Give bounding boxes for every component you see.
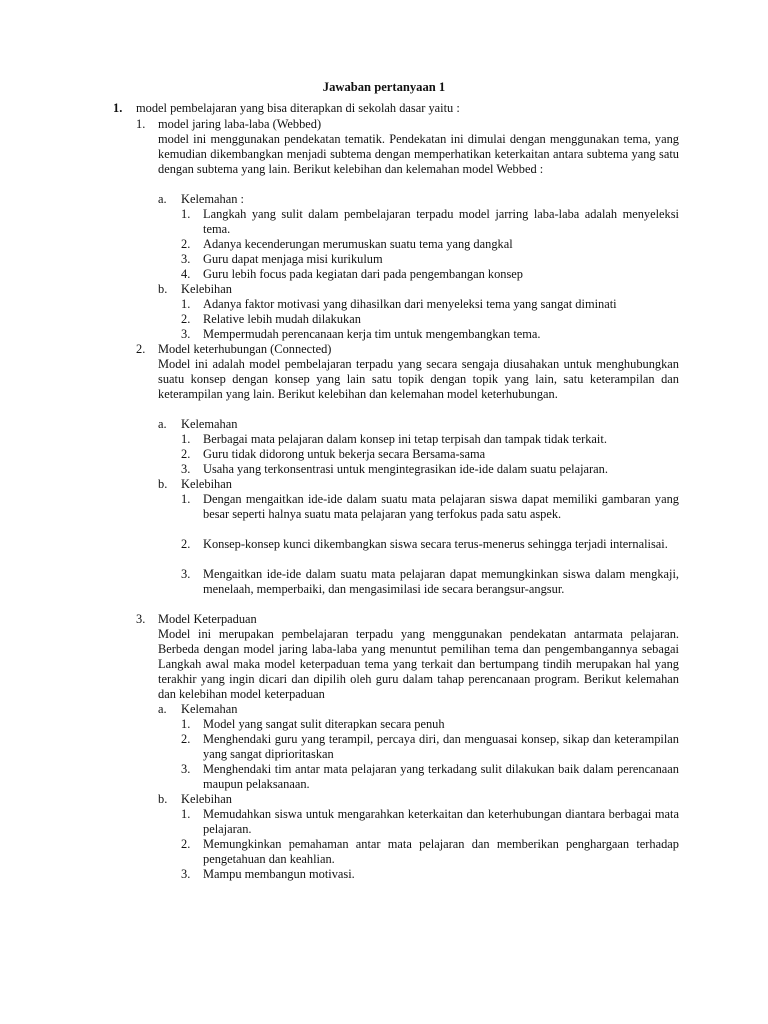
list-item-text: Konsep-konsep kunci dikembangkan siswa secara terus-menerus sehingga terjadi internalisai. <box>203 537 668 551</box>
list-item-number: 1. <box>181 807 191 821</box>
list-item-text: Relative lebih mudah dilakukan <box>203 312 361 326</box>
model-number: 1. <box>136 117 146 131</box>
list-item-number: 3. <box>181 462 191 476</box>
section-label: Kelemahan : <box>181 192 244 206</box>
list-item-text: Menghendaki tim antar mata pelajaran yang terkadang sulit dilakukan baik dalam perencanaan maupun pelaksanaan. <box>203 762 679 791</box>
model-number: 2. <box>136 342 146 356</box>
section-label: Kelebihan <box>181 792 232 806</box>
model-description-text: model ini menggunakan pendekatan tematik. Pendekatan ini dimulai dengan menggunakan tema, yang kemudian dikembangkan menjadi subtema dengan memperhatikan keterkaitan antara subtema yang satu dengan subtema yang lain. Berikut kelebihan dan kelemahan model Webbed : <box>158 132 679 176</box>
section-label: Kelemahan <box>181 417 238 431</box>
list-item-number: 2. <box>181 312 191 326</box>
page-title: Jawaban pertanyaan 1 <box>322 80 446 94</box>
list-item-text: Memungkinkan pemahaman antar mata pelajaran dan memberikan penghargaan terhadap pengetahuan dan keahlian. <box>203 837 679 866</box>
question-number: 1. <box>113 101 123 115</box>
model-description-text: Model ini merupakan pembelajaran terpadu yang menggunakan pendekatan antarmata pelajaran. Berbeda dengan model jaring laba-laba yang menuntut pemilihan tema dan pengembangannya sebagai Langkah awal maka model keterpaduan tema yang terkait dan bertumpang tindih merupakan hal yang terakhir yang ingin dicari dan dipilih oleh guru dalam tahap perencanaan program. Berikut kelemahan dan kelebihan model keterpaduan <box>158 627 679 701</box>
section-letter: b. <box>158 477 168 491</box>
section-letter: a. <box>158 702 167 716</box>
list-item-text: Mampu membangun motivasi. <box>203 867 355 881</box>
list-item-number: 3. <box>181 252 191 266</box>
list-item-text: Model yang sangat sulit diterapkan secara penuh <box>203 717 445 731</box>
list-item-number: 2. <box>181 732 191 746</box>
list-item-text: Guru tidak didorong untuk bekerja secara Bersama-sama <box>203 447 486 461</box>
section-label: Kelebihan <box>181 477 232 491</box>
list-item-text: Dengan mengaitkan ide-ide dalam suatu mata pelajaran siswa dapat memiliki gambaran yang besar seperti halnya suatu mata pelajaran yang terfokus pada satu aspek. <box>203 492 679 521</box>
list-item-number: 3. <box>181 567 191 581</box>
section-letter: b. <box>158 282 168 296</box>
model-name: model jaring laba-laba (Webbed) <box>158 117 322 131</box>
list-item-number: 2. <box>181 237 191 251</box>
question-text: model pembelajaran yang bisa diterapkan di sekolah dasar yaitu : <box>136 101 460 115</box>
list-item-number: 1. <box>181 297 191 311</box>
model-name: Model Keterpaduan <box>158 612 257 626</box>
model-name: Model keterhubungan (Connected) <box>158 342 332 356</box>
model-number: 3. <box>136 612 146 626</box>
list-item-number: 4. <box>181 267 191 281</box>
list-item-text: Langkah yang sulit dalam pembelajaran terpadu model jarring laba-laba adalah menyeleksi tema. <box>203 207 679 236</box>
list-item-text: Memudahkan siswa untuk mengarahkan keterkaitan dan keterhubungan diantara berbagai mata pelajaran. <box>203 807 679 836</box>
list-item-number: 3. <box>181 867 191 881</box>
list-item-text: Adanya kecenderungan merumuskan suatu tema yang dangkal <box>203 237 513 251</box>
list-item-number: 1. <box>181 717 191 731</box>
list-item-number: 2. <box>181 447 191 461</box>
list-item-number: 1. <box>181 432 191 446</box>
list-item-text: Mempermudah perencanaan kerja tim untuk mengembangkan tema. <box>203 327 541 341</box>
list-item-number: 2. <box>181 837 191 851</box>
list-item-text: Mengaitkan ide-ide dalam suatu mata pelajaran dapat memungkinkan siswa dalam mengkaji, menelaah, memperbaiki, dan mengasimilasi ide secara berangsur-angsur. <box>203 567 679 596</box>
section-letter: a. <box>158 417 167 431</box>
section-letter: b. <box>158 792 168 806</box>
list-item-number: 3. <box>181 327 191 341</box>
list-item-text: Adanya faktor motivasi yang dihasilkan dari menyeleksi tema yang sangat diminati <box>203 297 617 311</box>
model-description-text: Model ini adalah model pembelajaran terpadu yang secara sengaja diusahakan untuk menghubungkan suatu konsep dengan konsep yang lain satu topik dengan topik yang lain, satu keterampilan dan keterampilan yang lain. Berikut kelebihan dan kelemahan model keterhubungan. <box>158 357 679 401</box>
list-item-text: Menghendaki guru yang terampil, percaya diri, dan menguasai konsep, sikap dan keterampilan yang sangat diprioritaskan <box>203 732 679 761</box>
section-letter: a. <box>158 192 167 206</box>
list-item-number: 2. <box>181 537 191 551</box>
list-item-text: Guru lebih focus pada kegiatan dari pada pengembangan konsep <box>203 267 523 281</box>
list-item-number: 1. <box>181 207 191 221</box>
list-item-text: Usaha yang terkonsentrasi untuk mengintegrasikan ide-ide dalam suatu pelajaran. <box>203 462 608 476</box>
section-label: Kelemahan <box>181 702 238 716</box>
list-item-text: Berbagai mata pelajaran dalam konsep ini tetap terpisah dan tampak tidak terkait. <box>203 432 607 446</box>
list-item-text: Guru dapat menjaga misi kurikulum <box>203 252 383 266</box>
list-item-number: 1. <box>181 492 191 506</box>
section-label: Kelebihan <box>181 282 232 296</box>
list-item-number: 3. <box>181 762 191 776</box>
